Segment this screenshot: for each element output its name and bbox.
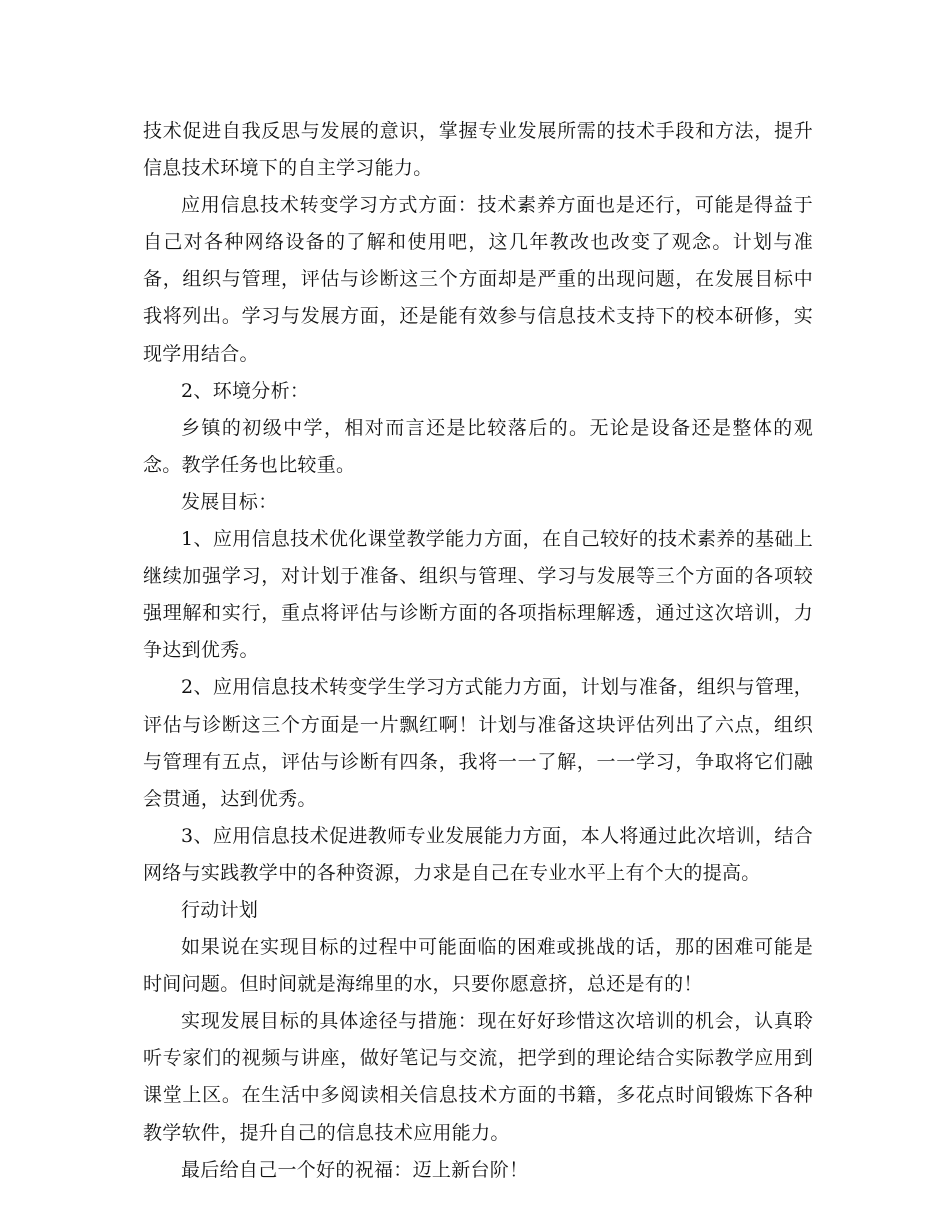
paragraph-measures: 实现发展目标的具体途径与措施：现在好好珍惜这次培训的机会，认真聆听专家们的视频与讲座，做好笔记与交流，把学到的理论结合实际教学应用到课堂上区。在生活中多阅读相关信息技术方面的书籍，多花点时间锻炼下各种教学软件，提升自己的信息技术应用能力。	[143, 1010, 813, 1144]
paragraph-goal-1: 1、应用信息技术优化课堂教学能力方面，在自己较好的技术素养的基础上继续加强学习，对计划于准备、组织与管理、学习与发展等三个方面的各项较强理解和实行，重点将评估与诊断方面的各项指标理解透，通过这次培训，力争达到优秀。	[143, 528, 813, 662]
paragraph-learning-method: 应用信息技术转变学习方式方面：技术素养方面也是还行，可能是得益于自己对各种网络设备的了解和使用吧，这几年教改也改变了观念。计划与准备，组织与管理，评估与诊断这三个方面却是严重的出现问题，在发展目标中我将列出。学习与发展方面，还是能有效参与信息技术支持下的校本研修，实现学用结合。	[143, 194, 813, 365]
paragraph-environment: 乡镇的初级中学，相对而言还是比较落后的。无论是设备还是整体的观念。教学任务也比较重。	[143, 416, 813, 476]
heading-environment-analysis: 2、环境分析：	[181, 379, 310, 402]
paragraph-goal-3: 3、应用信息技术促进教师专业发展能力方面，本人将通过此次培训，结合网络与实践教学中的各种资源，力求是自己在专业水平上有个大的提高。	[143, 824, 813, 884]
paragraph-goal-2: 2、应用信息技术转变学生学习方式能力方面，计划与准备，组织与管理，评估与诊断这三个方面是一片飘红啊！计划与准备这块评估列出了六点，组织与管理有五点，评估与诊断有四条，我将一一了解，一一学习，争取将它们融会贯通，达到优秀。	[143, 676, 813, 810]
paragraph-closing-wish: 最后给自己一个好的祝福：迈上新台阶！	[181, 1158, 529, 1181]
heading-action-plan: 行动计划	[181, 898, 259, 921]
document-body	[143, 113, 813, 1189]
paragraph-challenges: 如果说在实现目标的过程中可能面临的困难或挑战的话，那的困难可能是时间问题。但时间就是海绵里的水，只要你愿意挤，总还是有的！	[143, 936, 813, 996]
heading-development-goals: 发展目标：	[181, 490, 278, 513]
paragraph-continuation: 技术促进自我反思与发展的意识，掌握专业发展所需的技术手段和方法，提升信息技术环境下的自主学习能力。	[143, 120, 813, 180]
